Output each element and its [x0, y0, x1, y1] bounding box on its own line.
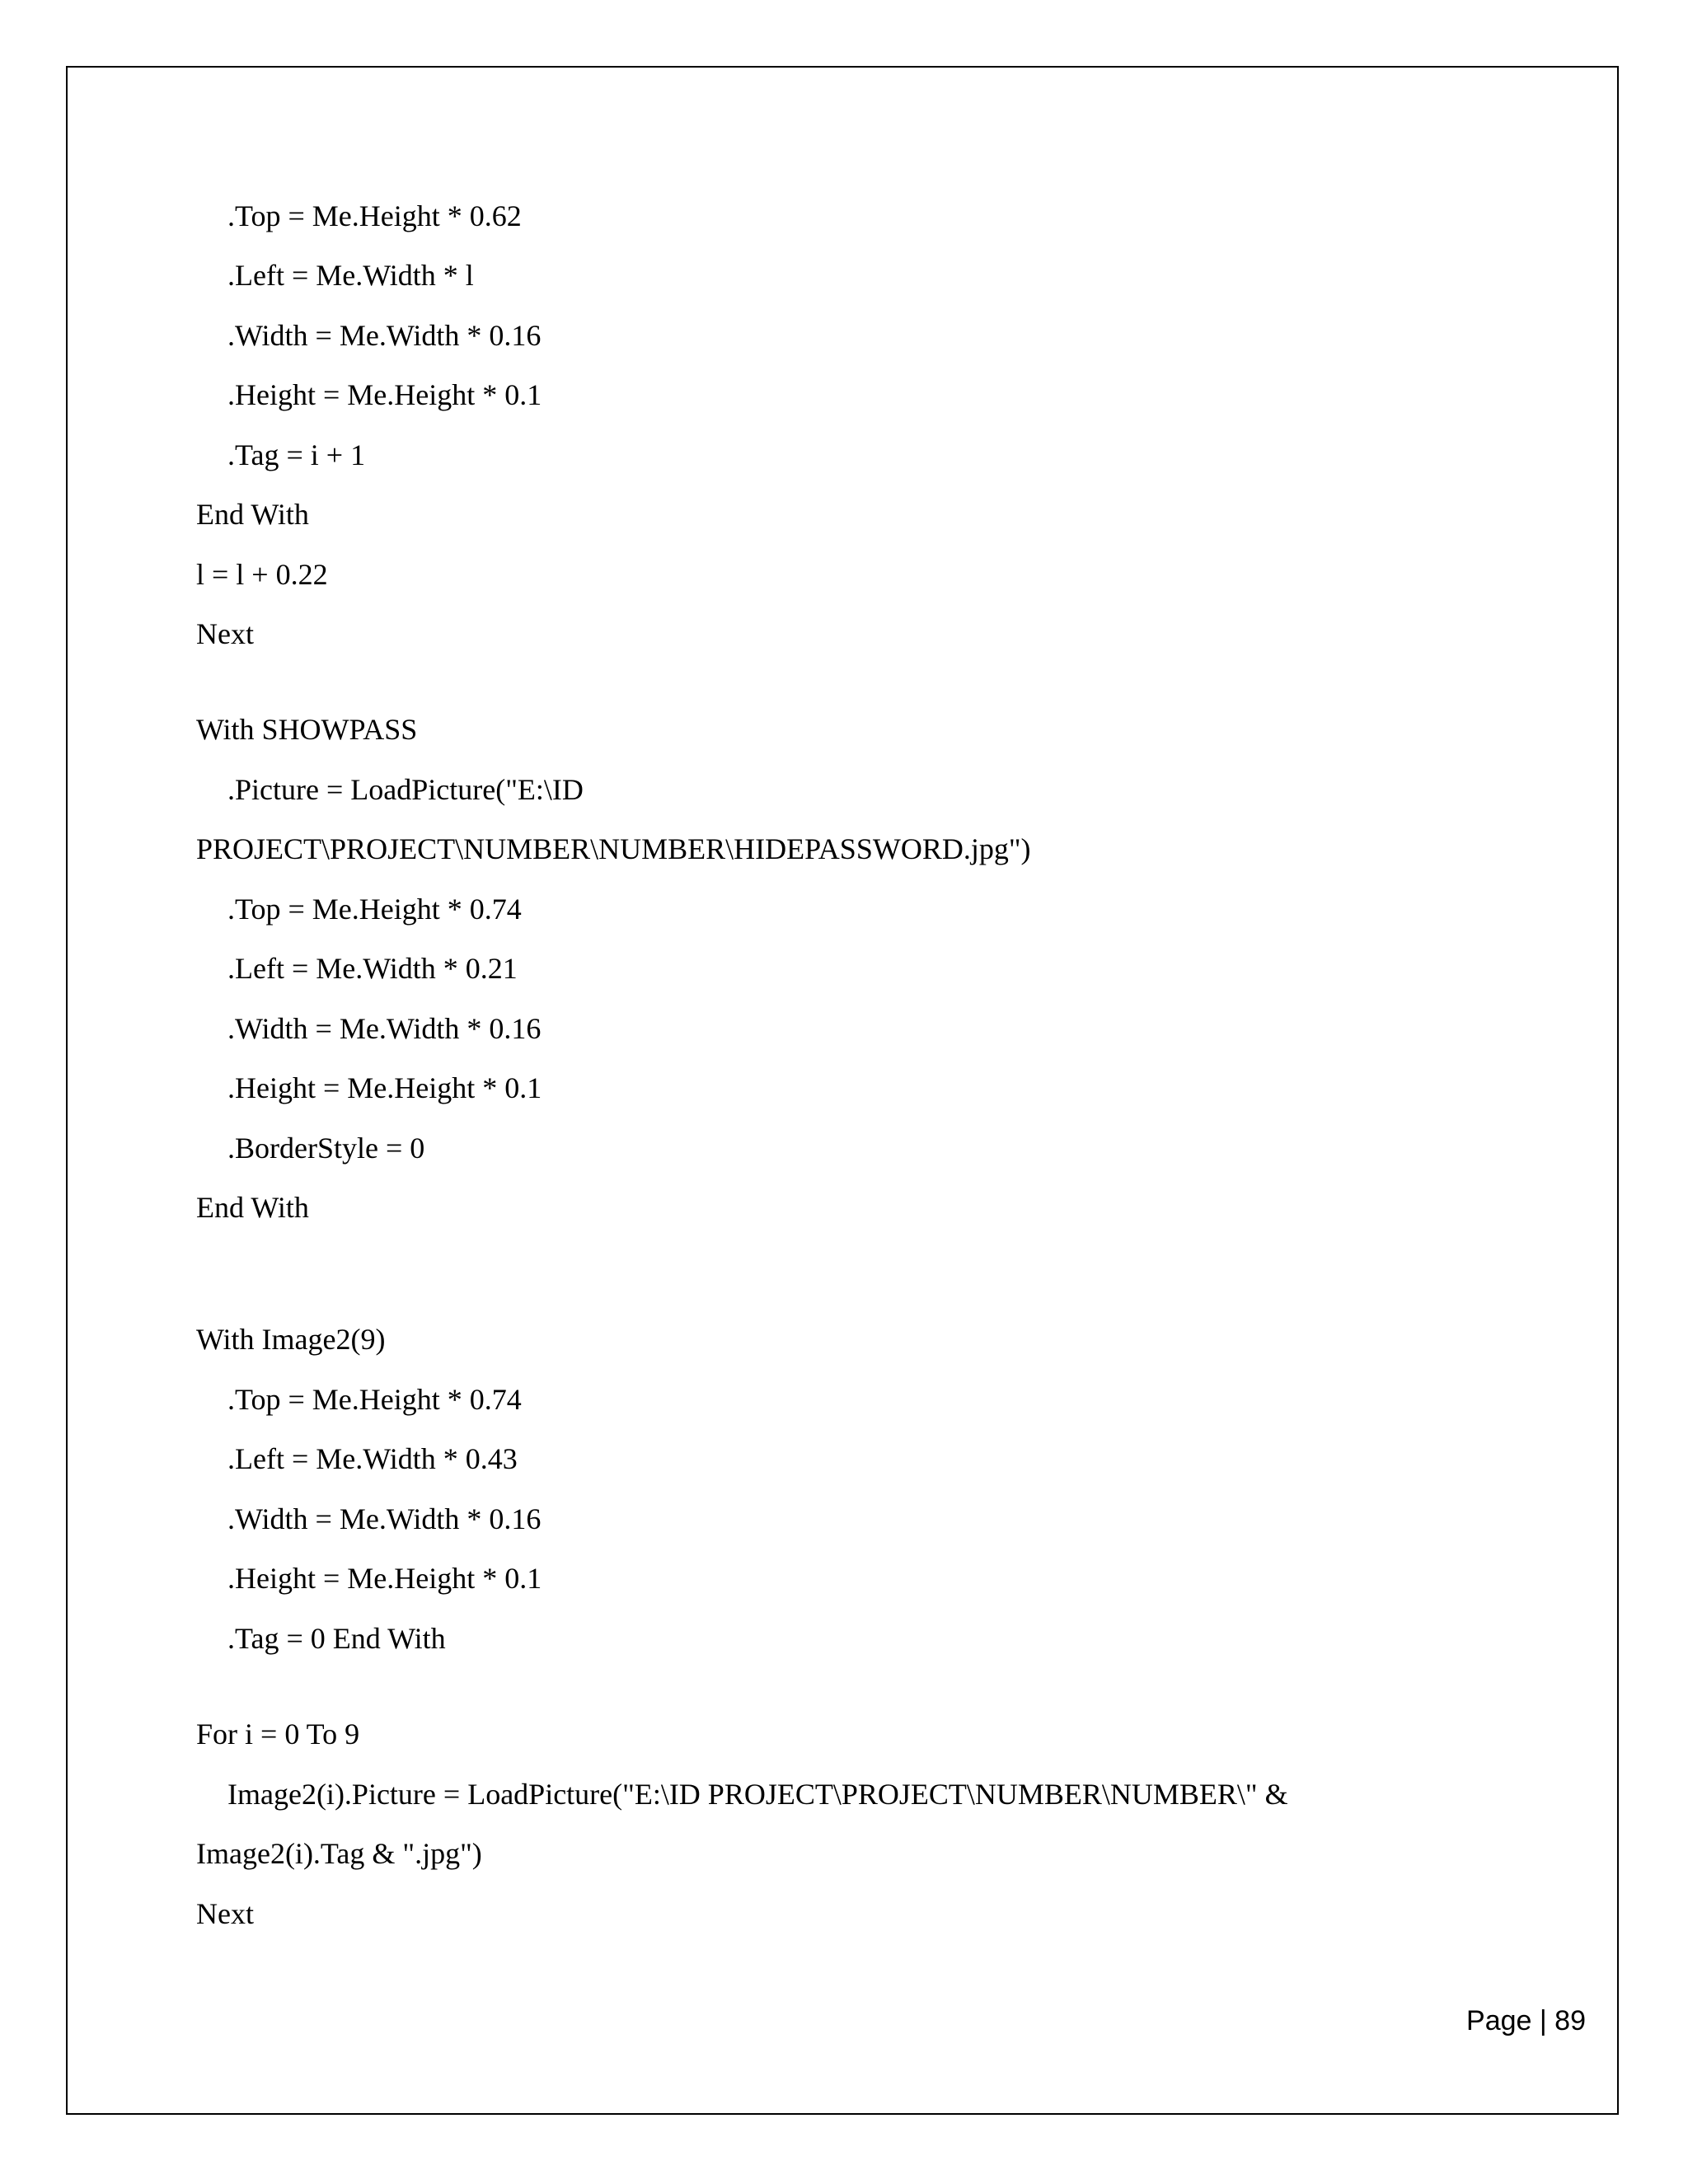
code-line: For i = 0 To 9	[196, 1718, 360, 1750]
code-line: End With	[196, 498, 309, 531]
code-line: .Width = Me.Width * 0.16	[227, 1502, 542, 1535]
code-line: .BorderStyle = 0	[227, 1132, 425, 1165]
code-line: .Tag = 0 End With	[227, 1622, 446, 1655]
code-line: .Left = Me.Width * l	[227, 259, 474, 292]
code-line: Image2(i).Picture = LoadPicture("E:\ID PROJECT\PROJECT\NUMBER\NUMBER\" &	[227, 1778, 1288, 1811]
code-line: .Height = Me.Height * 0.1	[227, 1071, 542, 1104]
code-line: .Width = Me.Width * 0.16	[227, 319, 542, 352]
code-line: .Width = Me.Width * 0.16	[227, 1012, 542, 1045]
code-line: .Tag = i + 1	[227, 438, 366, 471]
code-line: .Top = Me.Height * 0.74	[227, 893, 522, 926]
page-number: Page | 89	[1466, 2005, 1586, 2036]
code-line: .Top = Me.Height * 0.62	[227, 199, 522, 232]
code-line: Next	[196, 1897, 254, 1930]
code-line: .Top = Me.Height * 0.74	[227, 1383, 522, 1416]
code-line: End With	[196, 1191, 309, 1224]
code-line: .Picture = LoadPicture("E:\ID	[227, 773, 584, 806]
code-line: Image2(i).Tag & ".jpg")	[196, 1837, 482, 1870]
code-line: l = l + 0.22	[196, 558, 328, 591]
code-line: .Left = Me.Width * 0.43	[227, 1442, 518, 1475]
code-line: Next	[196, 617, 254, 650]
code-line: With SHOWPASS	[196, 713, 418, 746]
code-line: PROJECT\PROJECT\NUMBER\NUMBER\HIDEPASSWORD.jpg")	[196, 832, 1031, 865]
code-line: .Height = Me.Height * 0.1	[227, 1562, 542, 1595]
code-line: With Image2(9)	[196, 1323, 386, 1356]
code-line: .Left = Me.Width * 0.21	[227, 952, 518, 985]
code-line: .Height = Me.Height * 0.1	[227, 378, 542, 411]
